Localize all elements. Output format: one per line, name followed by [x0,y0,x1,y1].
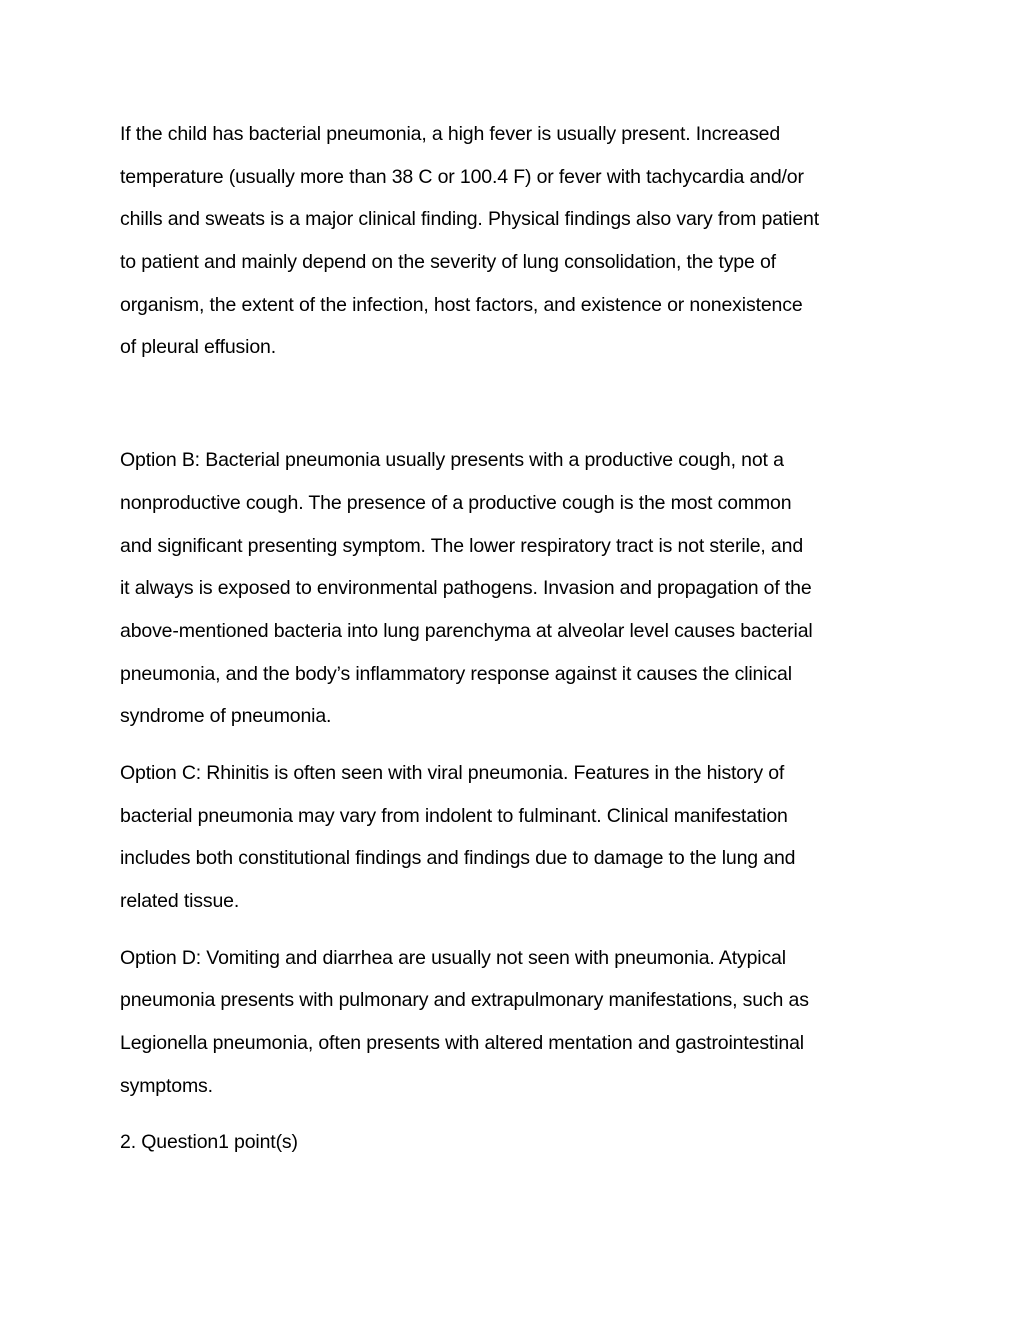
text-line: syndrome of pneumonia. [120,705,332,728]
text-line: If the child has bacterial pneumonia, a high fever is usually present. Increased [120,123,781,145]
text-line: above-mentioned bacteria into lung parenchyma at alveolar level causes bacterial [120,619,813,642]
text-line: pneumonia, and the body’s inflammatory response against it causes the clinical [120,662,792,685]
paragraph-option-c [120,752,910,923]
text-line: Option C: Rhinitis is often seen with viral pneumonia. Features in the history of [120,761,785,784]
text-line: chills and sweats is a major clinical finding. Physical findings also vary from patient [120,208,820,231]
document-page [120,113,910,1164]
text-line: symptoms. [120,1074,213,1097]
paragraph-option-d [120,937,910,1108]
text-line: to patient and mainly depend on the severity of lung consolidation, the type of [120,251,776,274]
text-line: related tissue. [120,890,240,912]
text-line: and significant presenting symptom. The lower respiratory tract is not sterile, and [120,534,804,557]
text-line: bacterial pneumonia may vary from indolent to fulminant. Clinical manifestation [120,804,788,827]
text-line: Option B: Bacterial pneumonia usually presents with a productive cough, not a [120,449,784,472]
paragraph-spacer [120,738,910,752]
paragraph-spacer [120,1107,910,1121]
text-line: it always is exposed to environmental pathogens. Invasion and propagation of the [120,577,812,600]
text-line: Legionella pneumonia, often presents with altered mentation and gastrointestinal [120,1032,804,1055]
text-line: of pleural effusion. [120,336,276,359]
text-line: Option D: Vomiting and diarrhea are usually not seen with pneumonia. Atypical [120,946,786,969]
text-line: organism, the extent of the infection, host factors, and existence or nonexistence [120,293,803,316]
text-line: includes both constitutional findings and findings due to damage to the lung and [120,847,796,870]
paragraph-spacer [120,369,910,439]
question-heading [120,1121,910,1164]
paragraph-fever-explanation [120,113,910,369]
text-line: pneumonia presents with pulmonary and extrapulmonary manifestations, such as [120,989,809,1012]
text-line: temperature (usually more than 38 C or 100.4 F) or fever with tachycardia and/or [120,165,804,188]
text-line: nonproductive cough. The presence of a productive cough is the most common [120,491,792,514]
question-number-label: 2. Question1 point(s) [120,1131,298,1154]
paragraph-spacer [120,923,910,937]
paragraph-option-b [120,439,910,738]
